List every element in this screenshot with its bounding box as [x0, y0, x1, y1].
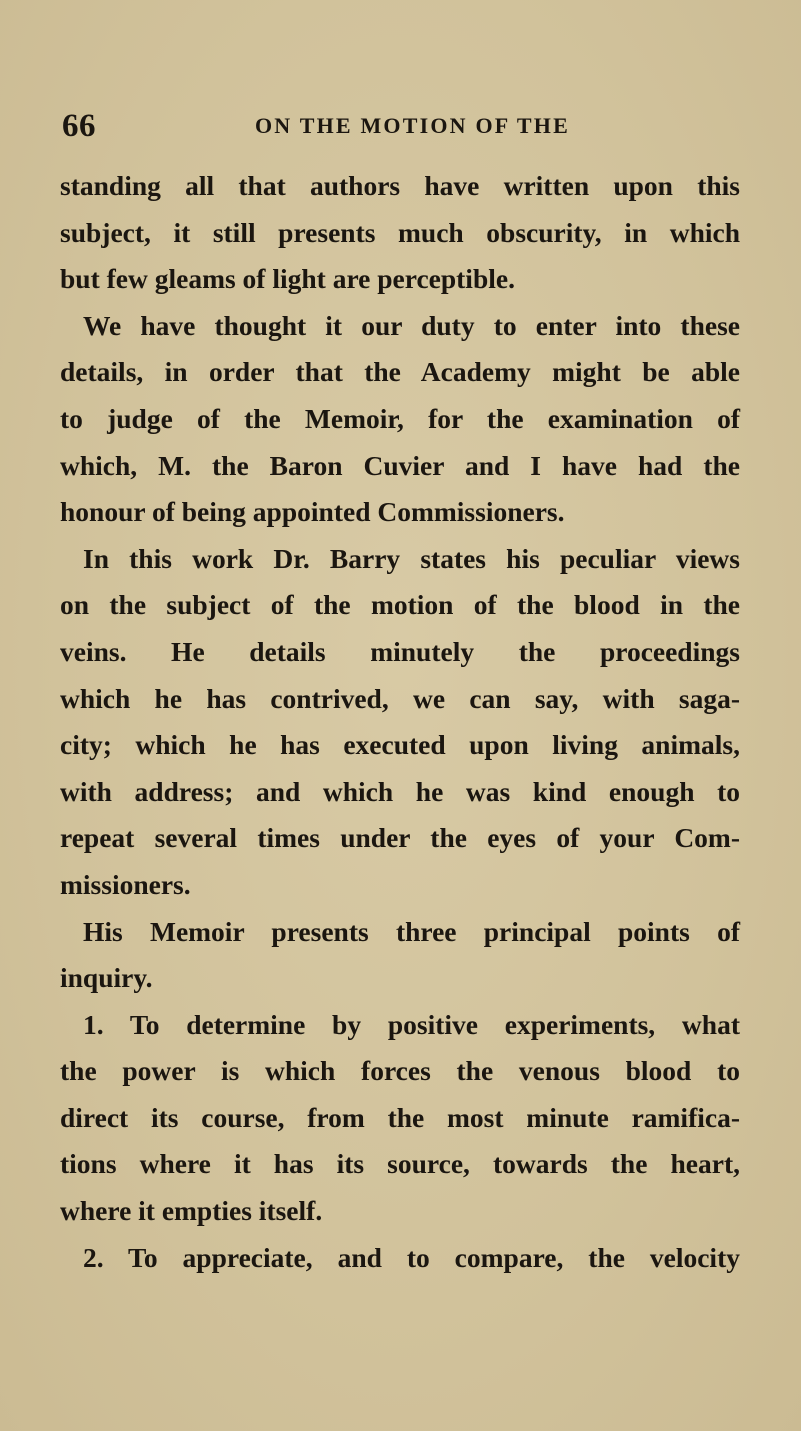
text-line: repeat several times under the eyes of your Com- — [60, 822, 740, 854]
page-number: 66 — [62, 108, 96, 144]
text-line: We have thought it our duty to enter into these — [83, 309, 740, 341]
text-line: details, in order that the Academy might be able — [60, 356, 740, 388]
text-line: to judge of the Memoir, for the examination of — [60, 402, 740, 434]
text-line: which, M. the Baron Cuvier and I have had the — [60, 449, 740, 481]
text-line: with address; and which he was kind enough to — [60, 775, 740, 807]
text-line: where it empties itself. — [60, 1195, 323, 1227]
text-line: 2. To appreciate, and to compare, the velocity — [83, 1241, 740, 1273]
text-line: 1. To determine by positive experiments, what — [83, 1008, 740, 1040]
text-line: subject, it still presents much obscurity, in which — [60, 216, 740, 248]
text-line: on the subject of the motion of the blood in the — [60, 589, 740, 621]
text-line: but few gleams of light are perceptible. — [60, 263, 515, 295]
running-head: ON THE MOTION OF THE — [255, 113, 570, 138]
text-line: city; which he has executed upon living animals, — [60, 729, 740, 761]
page-header — [60, 106, 750, 146]
text-line: which he has contrived, we can say, with saga- — [60, 682, 740, 714]
text-line: honour of being appointed Commissioners. — [60, 496, 565, 528]
text-line: tions where it has its source, towards the heart, — [60, 1148, 740, 1180]
text-line: missioners. — [60, 868, 191, 900]
text-line: His Memoir presents three principal points of — [83, 915, 740, 947]
text-line: standing all that authors have written upon this — [60, 170, 740, 201]
text-line: veins. He details minutely the proceedings — [60, 635, 740, 667]
text-line: In this work Dr. Barry states his peculiar views — [83, 542, 740, 574]
body-text — [60, 163, 740, 1281]
text-line: inquiry. — [60, 962, 153, 994]
text-line: direct its course, from the most minute ramifica- — [60, 1101, 740, 1133]
text-line: the power is which forces the venous blood to — [60, 1055, 740, 1087]
